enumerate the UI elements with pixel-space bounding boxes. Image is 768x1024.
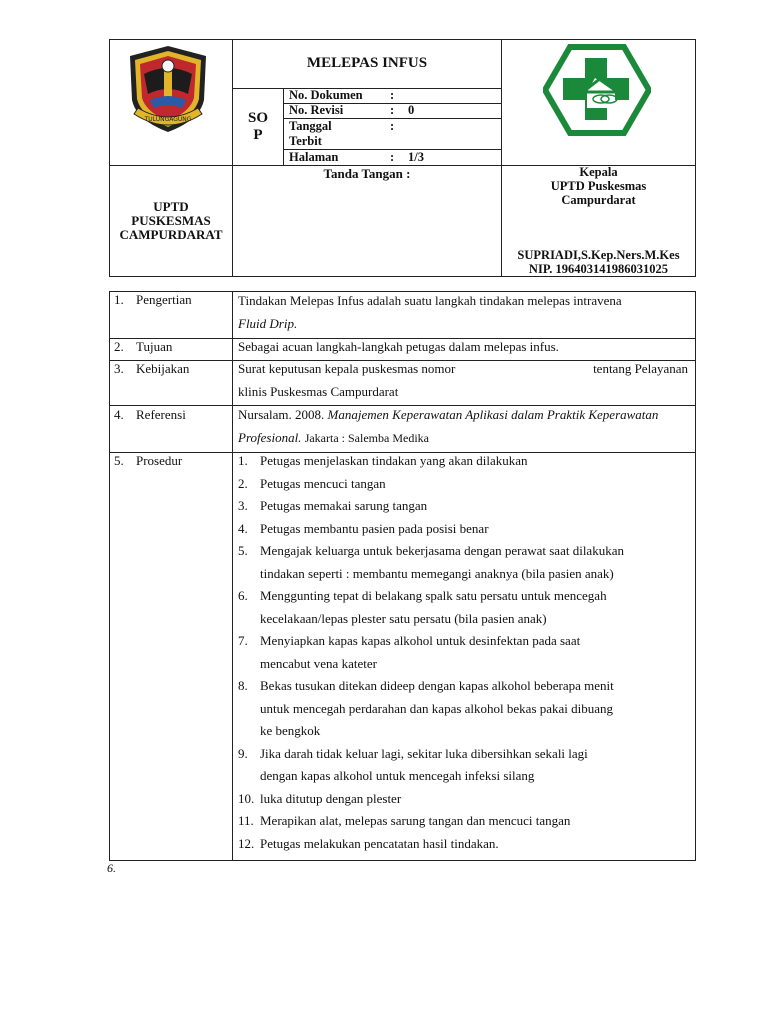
procedure-step: 11. Merapikan alat, melepas sarung tangan dan mencuci tangan [238,813,571,828]
section-body-referensi [238,404,690,449]
field-sep: : [390,88,395,102]
pengertian-text: Tindakan Melepas Infus adalah suatu langkah tindakan melepas intravena [238,293,622,308]
field-terbit [289,134,499,149]
field-sep: : [390,103,395,117]
puskesmas-logo [543,44,651,136]
head-name: SUPRIADI,S.Kep.Ners.M.Kes [517,248,680,262]
head-title-line2: UPTD Puskesmas [550,179,647,193]
section-title: Referensi [136,407,186,422]
head-title [502,165,695,207]
procedure-step: 5. Mengajak keluarga untuk bekerjasama dengan perawat saat dilakukan tindakan seperti : membantu memegangi anaknya (bila pasien anak) [238,543,624,581]
kebijakan-text-b: tentang Pelayanan [593,361,688,376]
section-number: 1. [114,292,124,307]
procedure-step: 9. Jika darah tidak keluar lagi, sekitar luka dibersihkan sekali lagi dengan kapas alkohol untuk mencegah infeksi silang [238,745,588,783]
section-body-pengertian [238,290,690,335]
kebijakan-text-a: Surat keputusan kepala puskesmas nomor [238,361,456,376]
procedure-step: 7. Menyiapkan kapas kapas alkohol untuk desinfektan pada saat mencabut vena kateter [238,633,581,671]
field-label: No. Revisi [289,103,344,117]
field-no-revisi [289,103,499,118]
procedure-step: 2. Petugas mencuci tangan [238,475,386,491]
section-body-tujuan: Sebagai acuan langkah-langkah petugas dalam melepas infus. [238,339,559,354]
section-title: Pengertian [136,292,192,307]
section-title: Prosedur [136,453,183,468]
head-signatory [502,248,695,276]
section-title: Kebijakan [136,361,190,376]
section-number: 4. [114,407,124,422]
pengertian-italic: Fluid Drip. [238,315,298,331]
procedure-step: 3. Petugas memakai sarung tangan [238,498,428,513]
procedure-step: 8. Bekas tusukan ditekan dideep dengan kapas alkohol beberapa menit untuk mencegah perdarahan dan kapas alkohol bekas pakai dibuang ke bengkok [238,678,614,738]
field-label: Terbit [289,134,322,148]
signature-label: Tanda Tangan : [323,166,411,181]
section-body-kebijakan [238,358,688,403]
section-label-pengertian [114,292,192,308]
kebijakan-text-c: klinis Puskesmas Campurdarat [238,383,399,399]
section-label-referensi [114,407,186,423]
field-sep: : [390,150,395,164]
org-name [110,200,232,242]
referensi-publisher: Jakarta : Salemba Medika [304,430,429,445]
section-number: 5. [114,453,124,468]
head-title-line1: Kepala [579,165,618,179]
footer-mark: 6. [107,861,116,875]
referensi-book-title: Manajemen Keperawatan Aplikasi dalam Praktik Keperawatan [327,407,659,422]
section-label-kebijakan [114,361,189,377]
field-value: 0 [408,103,415,117]
referensi-book-title-cont: Profesional. [238,429,302,445]
section-number: 2. [114,339,124,354]
procedure-step: 4. Petugas membantu pasien pada posisi benar [238,520,489,536]
field-no-dokumen [289,88,499,103]
field-label: No. Dokumen [289,88,363,102]
document-title: MELEPAS INFUS [306,55,428,71]
field-sep: : [390,119,395,133]
head-title-line3: Campurdarat [561,193,636,207]
procedure-step: 6. Menggunting tepat di belakang spalk satu persatu untuk mencegah kecelakaan/lepas plester satu persatu (bila pasien anak) [238,588,607,626]
procedure-step: 12. Petugas melakukan pencatatan hasil tindakan. [238,835,499,851]
org-name-line1: UPTD [153,199,189,214]
referensi-author: Nursalam. 2008. [238,407,325,422]
procedure-step: 1. Petugas menjelaskan tindakan yang akan dilakukan [238,453,528,468]
section-label-tujuan [114,339,172,355]
head-nip: NIP. 196403141986031025 [528,262,669,276]
org-name-line3: CAMPURDARAT [119,227,223,242]
section-label-prosedur [114,453,182,469]
sop-label-line1: SO [247,110,268,126]
field-label: Tanggal [289,119,332,133]
section-title: Tujuan [136,339,173,354]
field-tanggal [289,119,499,134]
section-number: 3. [114,361,124,376]
sop-label [233,110,283,144]
field-label: Halaman [289,150,339,164]
svg-text:TULUNGAGUNG: TULUNGAGUNG [144,116,192,123]
org-name-line2: PUSKESMAS [131,213,211,228]
sop-label-line2: P [253,127,263,143]
procedure-step: 10. luka ditutup dengan plester [238,790,402,806]
procedure-steps-list [238,450,690,855]
field-value: 1/3 [408,150,424,164]
field-halaman [289,150,499,165]
regency-emblem-logo [124,44,212,134]
